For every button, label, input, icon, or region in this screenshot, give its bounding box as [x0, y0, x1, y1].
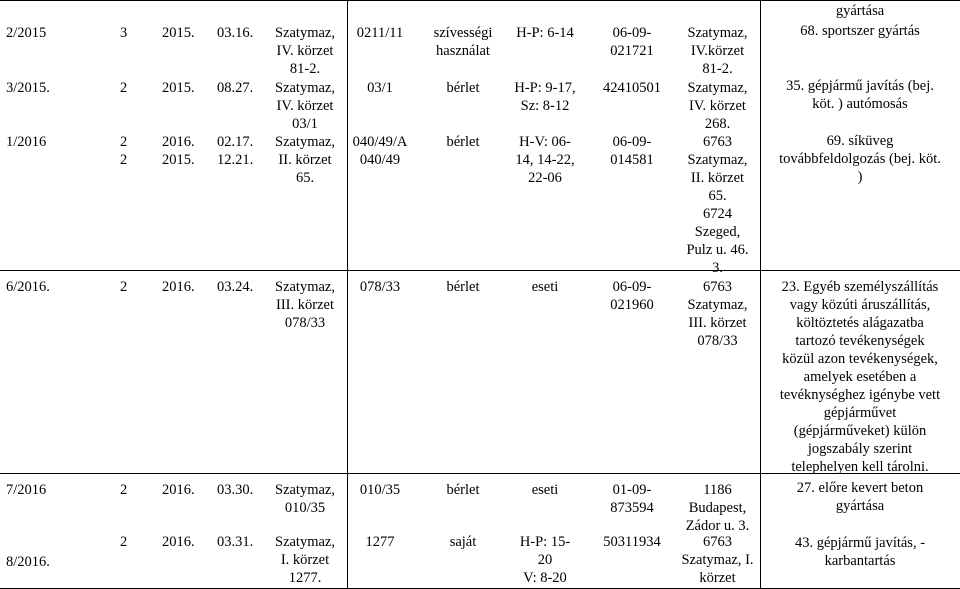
usage-cell: bérlet: [446, 482, 480, 498]
tax-number-cell: 06-09- 021960: [610, 279, 654, 313]
count-cell: 2: [120, 80, 128, 96]
site-cell: Szatymaz, IV. körzet 03/1: [275, 80, 335, 132]
year-cell: 2016.: [162, 279, 195, 295]
activity-cell: 35. gépjármű javítás (bej. köt. ) autómosás: [786, 78, 934, 112]
site-cell: Szatymaz, II. körzet 65.: [275, 134, 335, 186]
address-cell: 1186 Budapest, Zádor u. 3.: [685, 482, 750, 534]
address-cell: Szatymaz, IV.körzet 81-2.: [687, 25, 748, 77]
hours-cell: eseti: [531, 279, 559, 295]
count-cell: 2 2: [120, 134, 128, 168]
site-cell: Szatymaz, I. körzet 1277.: [275, 534, 335, 586]
date-cell: 03.31.: [217, 534, 254, 550]
site-cell: Szatymaz, IV. körzet 81-2.: [275, 25, 335, 77]
registration-number: 2/2015: [6, 25, 47, 41]
site-cell: Szatymaz, 010/35: [275, 482, 335, 516]
usage-cell: bérlet: [446, 279, 480, 295]
activity-cell: 23. Egyéb személyszállítás vagy közúti áruszállítás, költöztetés alágazatba tartozó tevékenységek közül azon tevékenységek, amelyek esetében a tevéknységhez igénybe vett gépjárművet (gépjárműveket) külön jogszabály szerint telephelyen kell tárolni.: [779, 279, 941, 475]
tax-number-cell: 50311934: [603, 534, 661, 550]
usage-cell: bérlet: [446, 80, 480, 96]
registration-number: 1/2016: [6, 134, 47, 150]
date-cell: 03.30.: [217, 482, 254, 498]
activity-cell: 69. síküveg továbbfeldolgozás (bej. köt. ): [779, 133, 941, 185]
registration-number: 6/2016.: [6, 279, 50, 295]
date-cell: 03.16.: [217, 25, 254, 41]
column-divider: [760, 0, 761, 589]
year-cell: 2016.: [162, 534, 195, 550]
parcel-cell: 0211/11: [356, 25, 404, 41]
date-cell: 08.27.: [217, 80, 254, 96]
hours-cell: H-V: 06- 14, 14-22, 22-06: [515, 134, 575, 186]
registration-number: 7/2016: [6, 482, 47, 498]
tax-number-cell: 06-09- 021721: [610, 25, 654, 59]
tax-number-cell: 06-09- 014581: [610, 134, 654, 168]
hours-cell: H-P: 9-17, Sz: 8-12: [514, 80, 576, 114]
date-cell: 02.17. 12.21.: [217, 134, 254, 168]
count-cell: 2: [120, 534, 128, 550]
year-cell: 2016. 2015.: [162, 134, 195, 168]
hours-cell: eseti: [531, 482, 559, 498]
parcel-cell: 040/49/A 040/49: [352, 134, 408, 168]
count-cell: 3: [120, 25, 128, 41]
tax-number-cell: 42410501: [603, 80, 661, 96]
date-cell: 03.24.: [217, 279, 254, 295]
year-cell: 2015.: [162, 25, 195, 41]
year-cell: 2015.: [162, 80, 195, 96]
tax-number-cell: 01-09- 873594: [610, 482, 654, 516]
activity-cell: 68. sportszer gyártás: [800, 23, 920, 39]
usage-cell: szívességi használat: [433, 25, 493, 59]
registration-number: 8/2016.: [6, 554, 50, 570]
activity-cell: 27. előre kevert beton gyártása: [796, 480, 924, 514]
address-cell: 6763 Szatymaz, II. körzet 65. 6724 Szeged, Pulz u. 46. 3.: [686, 134, 749, 276]
site-cell: Szatymaz, III. körzet 078/33: [275, 279, 335, 331]
address-cell: 6763 Szatymaz, I. körzet: [681, 534, 754, 586]
parcel-cell: 078/33: [359, 279, 401, 295]
parcel-cell: 1277: [365, 534, 395, 550]
parcel-cell: 010/35: [359, 482, 401, 498]
year-cell: 2016.: [162, 482, 195, 498]
activity-cell: gyártása: [835, 3, 885, 19]
hours-cell: H-P: 6-14: [516, 25, 574, 41]
hours-cell: H-P: 15- 20 V: 8-20: [519, 534, 571, 586]
address-cell: Szatymaz, IV. körzet 268.: [687, 80, 748, 132]
row-divider: [0, 270, 960, 271]
registration-number: 3/2015.: [6, 80, 50, 96]
count-cell: 2: [120, 279, 128, 295]
address-cell: 6763 Szatymaz, III. körzet 078/33: [687, 279, 748, 349]
usage-cell: saját: [449, 534, 477, 550]
usage-cell: bérlet: [446, 134, 480, 150]
parcel-cell: 03/1: [367, 80, 393, 96]
count-cell: 2: [120, 482, 128, 498]
activity-cell: 43. gépjármű javítás, - karbantartás: [794, 535, 926, 569]
row-divider: [0, 0, 960, 1]
